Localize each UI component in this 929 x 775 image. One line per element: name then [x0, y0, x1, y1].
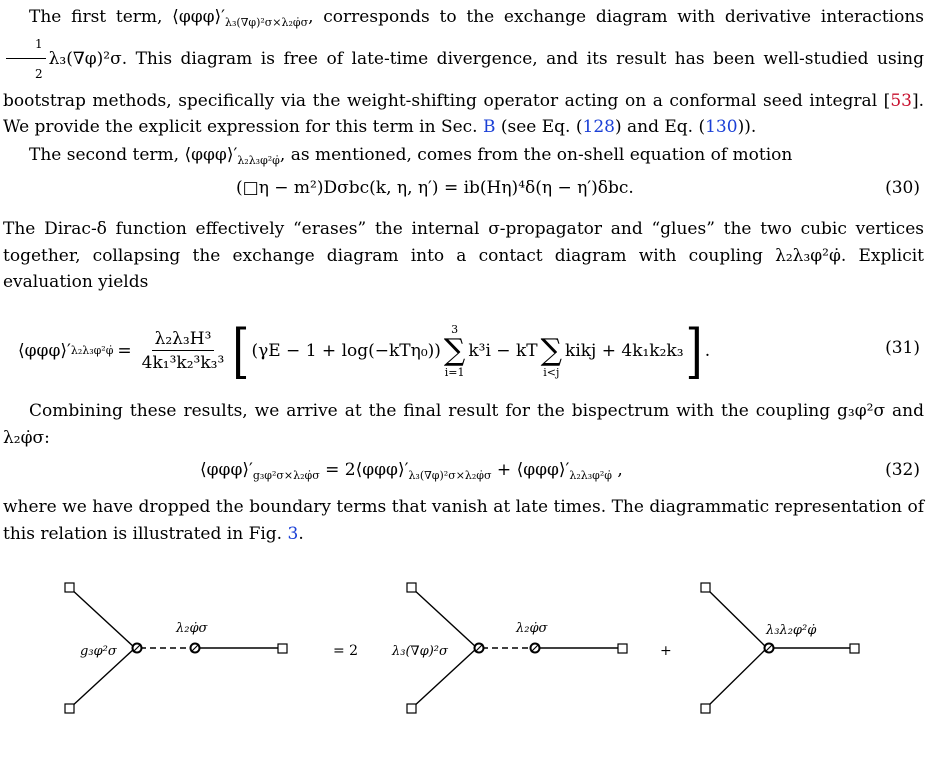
eq31-term1: (γE − 1 + log(−kTη₀)) — [251, 341, 441, 361]
plus-label: + — [660, 643, 672, 659]
para2-subscript: λ₂λ₃φ²φ̇ — [237, 153, 280, 167]
diagram-exchange-lambda3 — [391, 583, 627, 713]
d3-label: λ₃λ₂φ²φ̇ — [766, 623, 817, 638]
d2-external-point-bottom — [407, 704, 416, 713]
d1-external-point-top — [65, 583, 74, 592]
d3-external-point-top — [701, 583, 710, 592]
d2-upper-leg — [412, 588, 477, 648]
eq31-numerator: λ₂λ₃H³ — [152, 329, 215, 351]
para1-text-a: The first term, ⟨φφφ⟩′ — [29, 7, 226, 27]
paragraph-combining — [3, 398, 924, 451]
d2-external-point-top — [407, 583, 416, 592]
d3-upper-leg — [706, 588, 767, 648]
para3-text: The Dirac-δ function effectively “erases” the internal σ-propagator and “glues” the two cubic vertices together, collapsing the exchange diagram into a contact diagram with coupling λ₂λ₃φ²φ̇. Explicit evaluation yields — [3, 219, 924, 292]
eq30-number: (30) — [885, 178, 920, 198]
d3-lower-leg — [706, 648, 767, 708]
para1-subscript: λ₃(∇φ)²σ×λ₂φ̇σ — [225, 15, 309, 29]
half-fraction: $\frac{1}{2}$ — [6, 31, 46, 88]
paragraph-second-term — [3, 142, 924, 169]
eq32-lhs-sub: g₃φ²σ×λ₂φ̇σ — [252, 468, 320, 482]
eq31-fraction — [139, 329, 228, 373]
equation-32 — [0, 460, 929, 490]
eq31-denominator: 4k₁³k₂³k₃³ — [141, 353, 225, 373]
para1-text-f: ) and Eq. ( — [614, 117, 706, 137]
d3-external-point-bottom — [701, 704, 710, 713]
d2-left-label: λ₃(∇φ)²σ — [392, 644, 448, 659]
equation-30 — [0, 178, 929, 204]
para1-text-g: )). — [737, 117, 757, 137]
figure-3-link[interactable]: 3 — [287, 523, 299, 544]
equals-two-label: = 2 — [333, 643, 359, 659]
diagram-contact — [701, 583, 859, 713]
eq31-term3: kikj + 4k₁k₂k₃ — [565, 341, 684, 361]
d1-right-label: λ₂φ̇σ — [176, 621, 208, 636]
para5-text-a: where we have dropped the boundary terms that vanish at late times. The diagrammatic representation of this relation is illustrated in Fig. — [3, 497, 924, 544]
para4-text: Combining these results, we arrive at the final result for the bispectrum with the coupling g₃φ²σ and λ₂φ̇σ: — [3, 401, 924, 448]
d1-external-point-bottom — [65, 704, 74, 713]
eq-130-link[interactable]: 130 — [705, 117, 738, 137]
d1-external-point-right — [278, 644, 287, 653]
para1-text-b: , corresponds to the exchange diagram with derivative interactions — [308, 7, 924, 27]
eq31-lhs: ⟨φφφ⟩′ — [18, 341, 71, 361]
eq32-mid-sub: λ₃(∇φ)²σ×λ₂φ̇σ — [408, 468, 492, 482]
feynman-diagram-figure — [0, 560, 929, 775]
eq31-sum1: 3 ∑ i=1 — [443, 323, 466, 379]
d2-right-label: λ₂φ̇σ — [516, 621, 548, 636]
paragraph-boundary-terms — [3, 494, 924, 547]
equation-31: ⟨φφφ⟩′ λ₂λ₃φ²φ̇ = $\frac{\text{λ₂λ₃H³}}{\text{4k₁³k₂³k₃³}}$ [ (γE − 1 + log(−kTη₀)) 3 ∑ i=1 k³i − kT ∑ i<j kikj + 4k₁k₂k₃ ] . (31) — [18, 316, 920, 386]
d3-external-point-right — [850, 644, 859, 653]
eq31-number: (31) — [885, 338, 920, 358]
section-b-link[interactable]: B — [482, 117, 496, 137]
eq31-term2: k³i − kT — [468, 341, 538, 361]
para5-text-b: . — [298, 523, 304, 544]
d1-upper-leg — [70, 588, 135, 648]
para1-text-e: (see Eq. ( — [495, 117, 583, 137]
para2-text-a: The second term, ⟨φφφ⟩′ — [29, 145, 238, 165]
eq32-plus: + ⟨φφφ⟩′ — [491, 460, 570, 480]
eq32-end: , — [611, 460, 623, 480]
eq30-body: (□η − m²)Dσbc(k, η, η′) = ib(Hη)⁴δ(η − η′)δbc. — [236, 178, 634, 198]
para2-text-b: , as mentioned, comes from the on-shell equation of motion — [279, 145, 793, 165]
d1-left-label: g₃φ²σ — [80, 644, 117, 659]
eq31-sum2: ∑ i<j — [540, 333, 563, 379]
d2-external-point-right — [618, 644, 627, 653]
citation-53-link[interactable]: 53 — [890, 90, 912, 111]
diagram-exchange-g3 — [65, 583, 287, 713]
para1-text-c: λ₃(∇φ)²σ. This diagram is free of late-time divergence, and its result has been well-studied using bootstrap methods, specifically via the weight-shifting operator acting on a conformal seed integral [ — [3, 48, 924, 111]
paragraph-first-term — [3, 4, 924, 141]
paragraph-dirac-delta — [3, 216, 924, 296]
eq32-number: (32) — [885, 460, 920, 480]
eq-128-link[interactable]: 128 — [582, 117, 615, 137]
eq32-lhs: ⟨φφφ⟩′ — [200, 460, 253, 480]
eq32-plus-sub: λ₂λ₃φ²φ̇ — [569, 468, 612, 482]
eq32-mid: = 2⟨φφφ⟩′ — [319, 460, 409, 480]
para1-text-d: ]. We provide the explicit expression for this term in Sec. — [3, 90, 924, 137]
